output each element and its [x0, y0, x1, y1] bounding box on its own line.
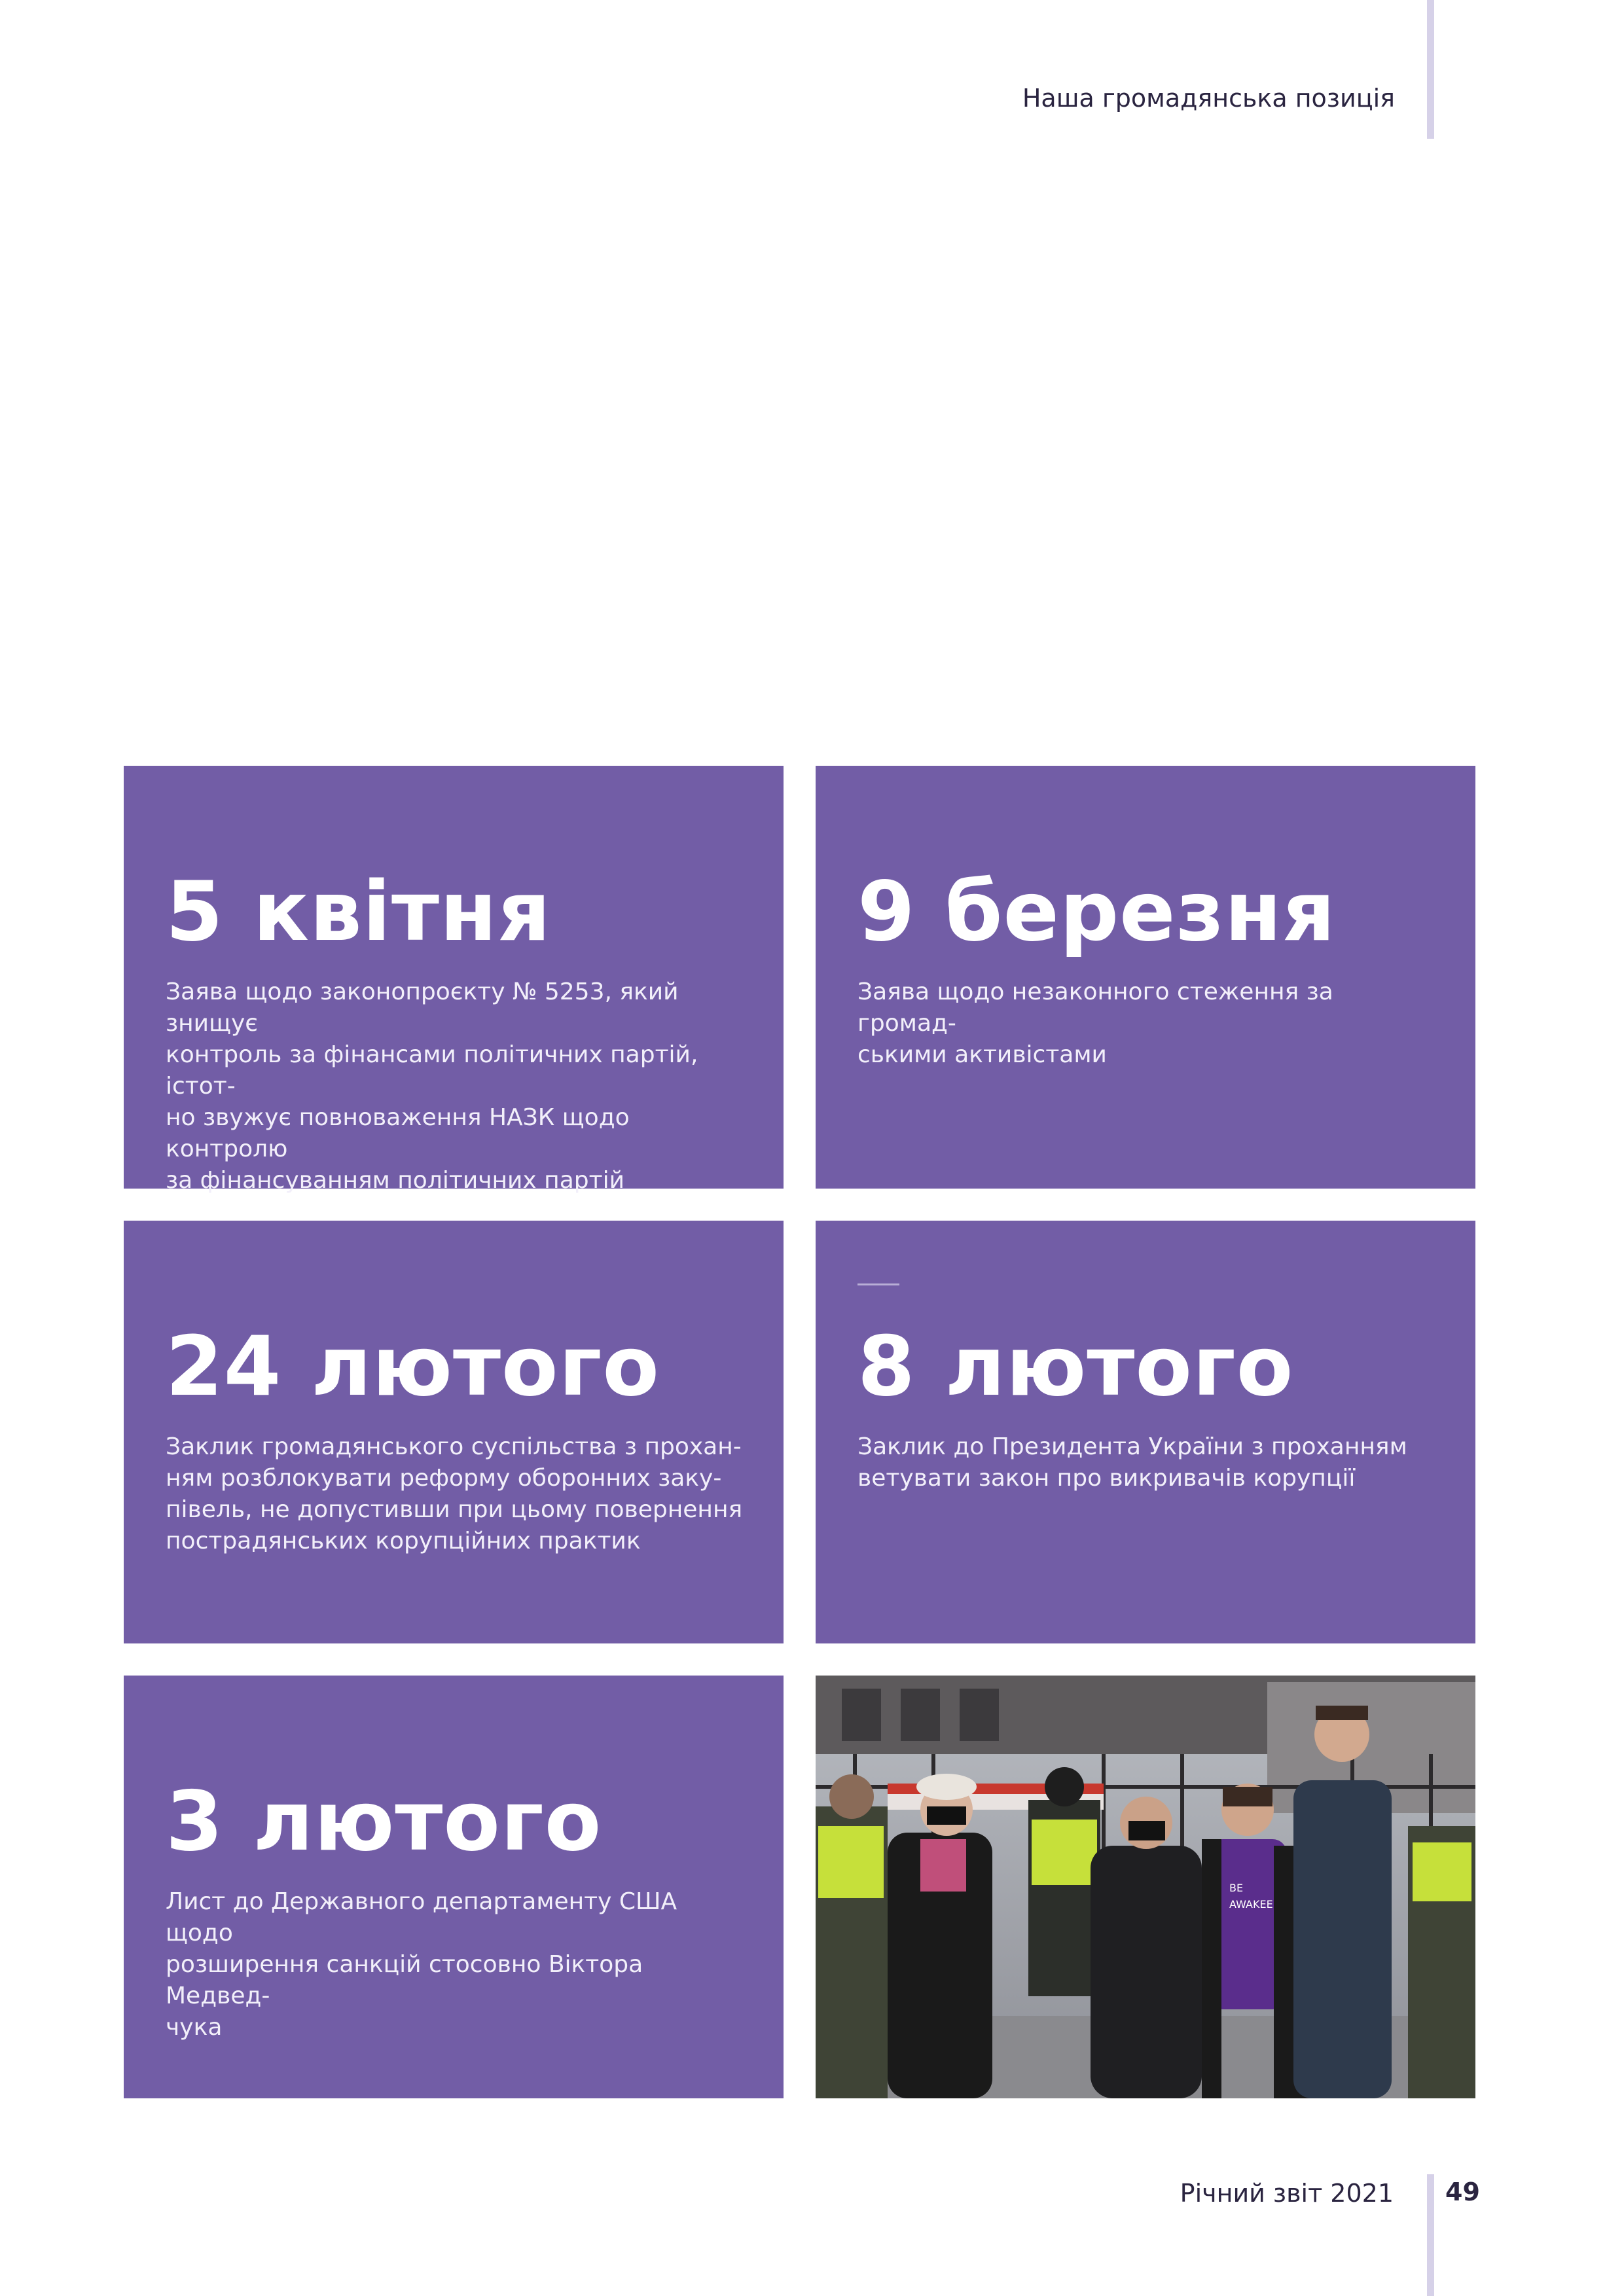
desc-line: ськими активістами: [857, 1041, 1107, 1068]
desc-line: за фінансуванням політичних партій: [166, 1167, 624, 1194]
running-header: Наша громадянська позиція: [1022, 84, 1395, 113]
page-number: 49: [1445, 2178, 1480, 2206]
card-date: 9 березня: [857, 863, 1336, 960]
card-description: [166, 1431, 744, 1557]
card-date: 5 квітня: [166, 863, 551, 960]
desc-line: півель, не допустивши при цьому повернення: [166, 1496, 743, 1523]
desc-line: пострадянських корупційних практик: [166, 1528, 641, 1554]
card-description: [857, 977, 1436, 1071]
desc-line: чука: [166, 2014, 223, 2041]
footer-report-title: Річний звіт 2021: [1180, 2179, 1394, 2208]
svg-text:BE: BE: [1229, 1882, 1244, 1894]
activists-photo: [816, 1676, 1475, 2098]
desc-line: ням розблокувати реформу оборонних заку-: [166, 1465, 722, 1492]
desc-line: Заклик до Президента України з проханням: [857, 1433, 1407, 1460]
card-24-february: [124, 1221, 784, 1643]
card-dash: [857, 1283, 899, 1285]
card-9-march: [816, 766, 1475, 1189]
card-description: [166, 1886, 744, 2043]
bottom-vertical-rule: [1427, 2174, 1434, 2296]
photo-group-activists-icon: [816, 1676, 1475, 2098]
top-vertical-rule: [1427, 0, 1434, 139]
desc-line: Заява щодо незаконного стеження за громад-: [857, 978, 1333, 1037]
desc-line: контроль за фінансами політичних партій, істот-: [166, 1041, 698, 1100]
desc-line: Заява щодо законопроєкту № 5253, який знищує: [166, 978, 679, 1037]
card-date: 8 лютого: [857, 1318, 1294, 1414]
desc-line: но звужує повноваження НАЗК щодо контролю: [166, 1104, 630, 1162]
desc-line: Заклик громадянського суспільства з прохан-: [166, 1433, 742, 1460]
card-5-april: [124, 766, 784, 1194]
desc-line: розширення санкцій стосовно Віктора Медвед-: [166, 1951, 643, 2009]
card-description: [857, 1431, 1436, 1494]
card-8-february: [816, 1221, 1475, 1643]
card-date: 24 лютого: [166, 1318, 660, 1414]
desc-line: Лист до Державного департаменту США щодо: [166, 1888, 677, 1946]
desc-line: ветувати закон про викривачів корупції: [857, 1465, 1356, 1492]
card-3-february: [124, 1676, 784, 2098]
card-description: [166, 977, 744, 1196]
svg-text:AWAKEE: AWAKEE: [1229, 1898, 1273, 1910]
card-date: 3 лютого: [166, 1773, 602, 1869]
